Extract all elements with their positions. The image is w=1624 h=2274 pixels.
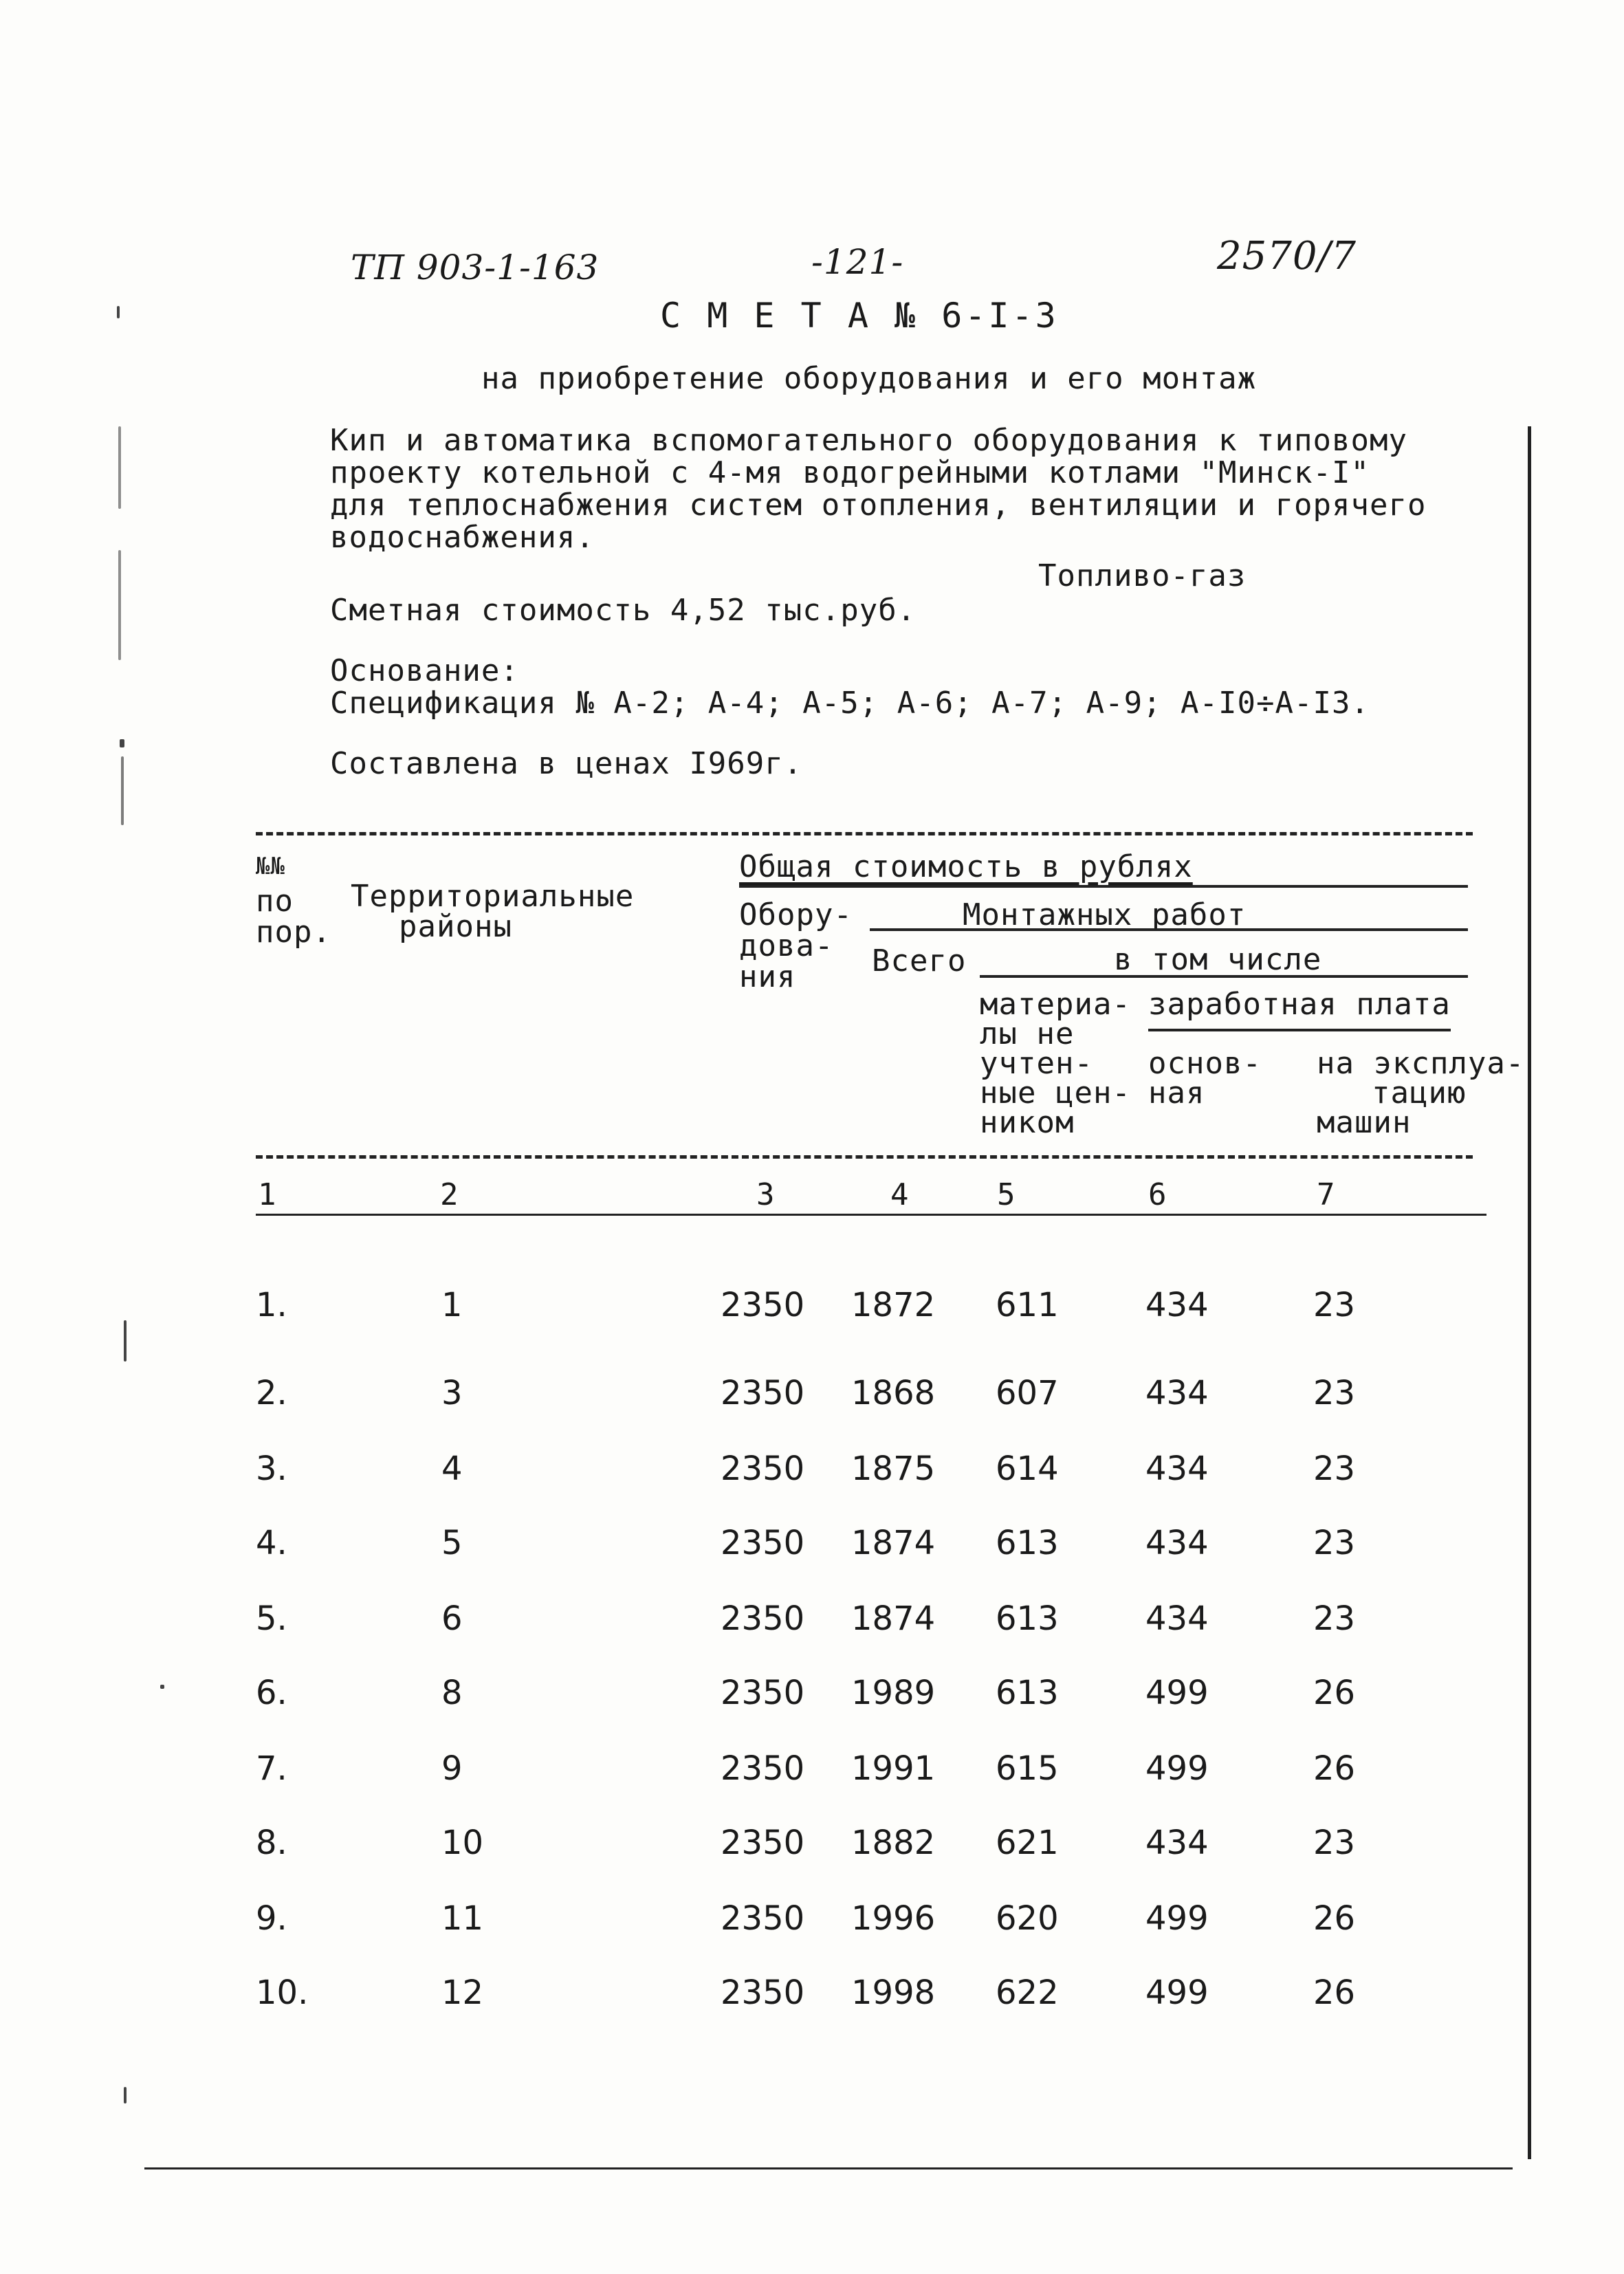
row-basic-wage: 499 bbox=[1145, 1899, 1209, 1938]
header-num: №№ bbox=[256, 853, 285, 880]
column-number-rule bbox=[256, 1214, 1486, 1216]
header-rule bbox=[980, 975, 1468, 978]
row-number: 4. bbox=[256, 1524, 287, 1562]
scan-speck bbox=[117, 306, 120, 318]
scan-speck bbox=[118, 426, 121, 509]
row-installation-total: 1998 bbox=[851, 1974, 936, 2012]
row-basic-wage: 499 bbox=[1145, 1974, 1209, 2012]
header-num: по bbox=[256, 884, 294, 919]
scan-speck bbox=[121, 756, 124, 825]
row-materials-cost: 614 bbox=[996, 1450, 1059, 1488]
row-machine-wage: 26 bbox=[1313, 1749, 1356, 1788]
row-materials-cost: 611 bbox=[996, 1286, 1059, 1324]
row-equipment-cost: 2350 bbox=[721, 1824, 805, 1862]
scan-speck bbox=[124, 1320, 127, 1362]
fuel-type: Топливо-газ bbox=[1038, 558, 1247, 593]
header-equipment: дова- bbox=[739, 928, 834, 963]
row-region: 6 bbox=[441, 1599, 463, 1638]
row-equipment-cost: 2350 bbox=[721, 1286, 805, 1324]
header-regions: районы bbox=[399, 909, 512, 944]
basis-label: Основание: bbox=[330, 653, 519, 688]
estimated-cost: Сметная стоимость 4,52 тыс.руб. bbox=[330, 593, 917, 628]
header-equipment: Обору- bbox=[739, 897, 853, 932]
row-basic-wage: 434 bbox=[1145, 1599, 1209, 1638]
header-installation: Монтажных работ bbox=[963, 897, 1247, 932]
description-line: проекту котельной с 4-мя водогрейными котлами "Минск-I" bbox=[330, 455, 1370, 490]
row-region: 9 bbox=[441, 1749, 463, 1788]
header-machines: на эксплуа- bbox=[1317, 1046, 1525, 1081]
header-rule bbox=[1148, 1029, 1451, 1031]
row-materials-cost: 613 bbox=[996, 1524, 1059, 1562]
header-total: Всего bbox=[872, 943, 967, 979]
row-number: 9. bbox=[256, 1899, 287, 1938]
row-number: 2. bbox=[256, 1374, 287, 1412]
page-bottom-rule bbox=[144, 2167, 1513, 2169]
row-materials-cost: 613 bbox=[996, 1674, 1059, 1712]
row-machine-wage: 23 bbox=[1313, 1374, 1356, 1412]
row-installation-total: 1874 bbox=[851, 1524, 936, 1562]
row-region: 10 bbox=[441, 1824, 484, 1862]
row-machine-wage: 23 bbox=[1313, 1524, 1356, 1562]
row-machine-wage: 23 bbox=[1313, 1450, 1356, 1488]
row-region: 4 bbox=[441, 1450, 463, 1488]
row-basic-wage: 499 bbox=[1145, 1749, 1209, 1788]
row-machine-wage: 23 bbox=[1313, 1599, 1356, 1638]
row-basic-wage: 434 bbox=[1145, 1524, 1209, 1562]
row-machine-wage: 26 bbox=[1313, 1674, 1356, 1712]
header-num: пор. bbox=[256, 915, 331, 950]
row-installation-total: 1875 bbox=[851, 1450, 936, 1488]
header-materials: ником bbox=[980, 1105, 1075, 1140]
table-top-rule bbox=[256, 832, 1473, 835]
scan-speck bbox=[120, 739, 124, 747]
header-including: в том числе bbox=[1114, 942, 1322, 977]
row-installation-total: 1989 bbox=[851, 1674, 936, 1712]
column-number: 2 bbox=[440, 1177, 459, 1212]
page-number: -121- bbox=[811, 242, 904, 282]
right-border-line bbox=[1528, 426, 1531, 2159]
row-basic-wage: 434 bbox=[1145, 1374, 1209, 1412]
row-machine-wage: 26 bbox=[1313, 1899, 1356, 1938]
row-number: 1. bbox=[256, 1286, 287, 1324]
description-line: водоснабжения. bbox=[330, 520, 595, 555]
row-equipment-cost: 2350 bbox=[721, 1599, 805, 1638]
price-basis: Составлена в ценах I969г. bbox=[330, 746, 803, 781]
header-wages: заработная плата bbox=[1148, 987, 1451, 1022]
header-machines: машин bbox=[1317, 1105, 1412, 1140]
row-region: 12 bbox=[441, 1974, 484, 2012]
document-subtitle: на приобретение оборудования и его монтаж bbox=[481, 361, 1257, 396]
scan-speck bbox=[118, 550, 121, 660]
description-line: для теплоснабжения систем отопления, вентиляции и горячего bbox=[330, 488, 1427, 523]
row-number: 7. bbox=[256, 1749, 287, 1788]
row-machine-wage: 26 bbox=[1313, 1974, 1356, 2012]
header-equipment: ния bbox=[739, 959, 796, 994]
row-number: 5. bbox=[256, 1599, 287, 1638]
row-basic-wage: 499 bbox=[1145, 1674, 1209, 1712]
row-number: 10. bbox=[256, 1974, 309, 2012]
row-installation-total: 1868 bbox=[851, 1374, 936, 1412]
header-bottom-rule bbox=[256, 1155, 1473, 1159]
row-number: 6. bbox=[256, 1674, 287, 1712]
column-number: 4 bbox=[890, 1177, 910, 1212]
row-region: 5 bbox=[441, 1524, 463, 1562]
row-equipment-cost: 2350 bbox=[721, 1974, 805, 2012]
row-equipment-cost: 2350 bbox=[721, 1450, 805, 1488]
row-machine-wage: 23 bbox=[1313, 1286, 1356, 1324]
project-code: ТП 903-1-163 bbox=[351, 248, 600, 287]
header-materials: материа- bbox=[980, 987, 1131, 1022]
row-equipment-cost: 2350 bbox=[721, 1524, 805, 1562]
row-number: 8. bbox=[256, 1824, 287, 1862]
sheet-code: 2570/7 bbox=[1217, 234, 1357, 278]
row-installation-total: 1874 bbox=[851, 1599, 936, 1638]
scan-speck bbox=[160, 1685, 164, 1689]
row-materials-cost: 620 bbox=[996, 1899, 1059, 1938]
row-region: 1 bbox=[441, 1286, 463, 1324]
row-region: 3 bbox=[441, 1374, 463, 1412]
header-total-cost: Общая стоимость в рублях bbox=[739, 849, 1193, 884]
row-materials-cost: 621 bbox=[996, 1824, 1059, 1862]
basis-text: Спецификация № А-2; А-4; А-5; А-6; А-7; А-9; А-I0÷А-I3. bbox=[330, 686, 1370, 721]
scan-speck bbox=[124, 2087, 127, 2103]
header-basic-wage: основ- bbox=[1148, 1046, 1262, 1081]
header-rule bbox=[739, 885, 1468, 888]
row-installation-total: 1996 bbox=[851, 1899, 936, 1938]
row-materials-cost: 622 bbox=[996, 1974, 1059, 2012]
row-basic-wage: 434 bbox=[1145, 1824, 1209, 1862]
column-number: 7 bbox=[1317, 1177, 1336, 1212]
row-materials-cost: 607 bbox=[996, 1374, 1059, 1412]
row-machine-wage: 23 bbox=[1313, 1824, 1356, 1862]
row-basic-wage: 434 bbox=[1145, 1450, 1209, 1488]
header-materials: ные цен- bbox=[980, 1075, 1131, 1111]
row-installation-total: 1872 bbox=[851, 1286, 936, 1324]
row-equipment-cost: 2350 bbox=[721, 1749, 805, 1788]
row-materials-cost: 615 bbox=[996, 1749, 1059, 1788]
column-number: 3 bbox=[756, 1177, 776, 1212]
row-equipment-cost: 2350 bbox=[721, 1374, 805, 1412]
row-number: 3. bbox=[256, 1450, 287, 1488]
column-number: 6 bbox=[1148, 1177, 1167, 1212]
row-equipment-cost: 2350 bbox=[721, 1899, 805, 1938]
column-number: 1 bbox=[258, 1177, 277, 1212]
row-installation-total: 1991 bbox=[851, 1749, 936, 1788]
description-line: Кип и автоматика вспомогательного оборудования к типовому bbox=[330, 423, 1407, 458]
column-number: 5 bbox=[997, 1177, 1016, 1212]
row-installation-total: 1882 bbox=[851, 1824, 936, 1862]
header-machines: тацию bbox=[1372, 1075, 1467, 1111]
row-equipment-cost: 2350 bbox=[721, 1674, 805, 1712]
header-basic-wage: ная bbox=[1148, 1075, 1205, 1111]
document-title: С М Е Т А № 6-I-3 bbox=[660, 296, 1059, 336]
header-materials: лы не bbox=[980, 1016, 1075, 1051]
header-regions: Территориальные bbox=[351, 879, 635, 914]
row-basic-wage: 434 bbox=[1145, 1286, 1209, 1324]
header-materials: учтен- bbox=[980, 1046, 1093, 1081]
header-rule bbox=[870, 928, 1468, 931]
row-region: 11 bbox=[441, 1899, 484, 1938]
row-materials-cost: 613 bbox=[996, 1599, 1059, 1638]
row-region: 8 bbox=[441, 1674, 463, 1712]
